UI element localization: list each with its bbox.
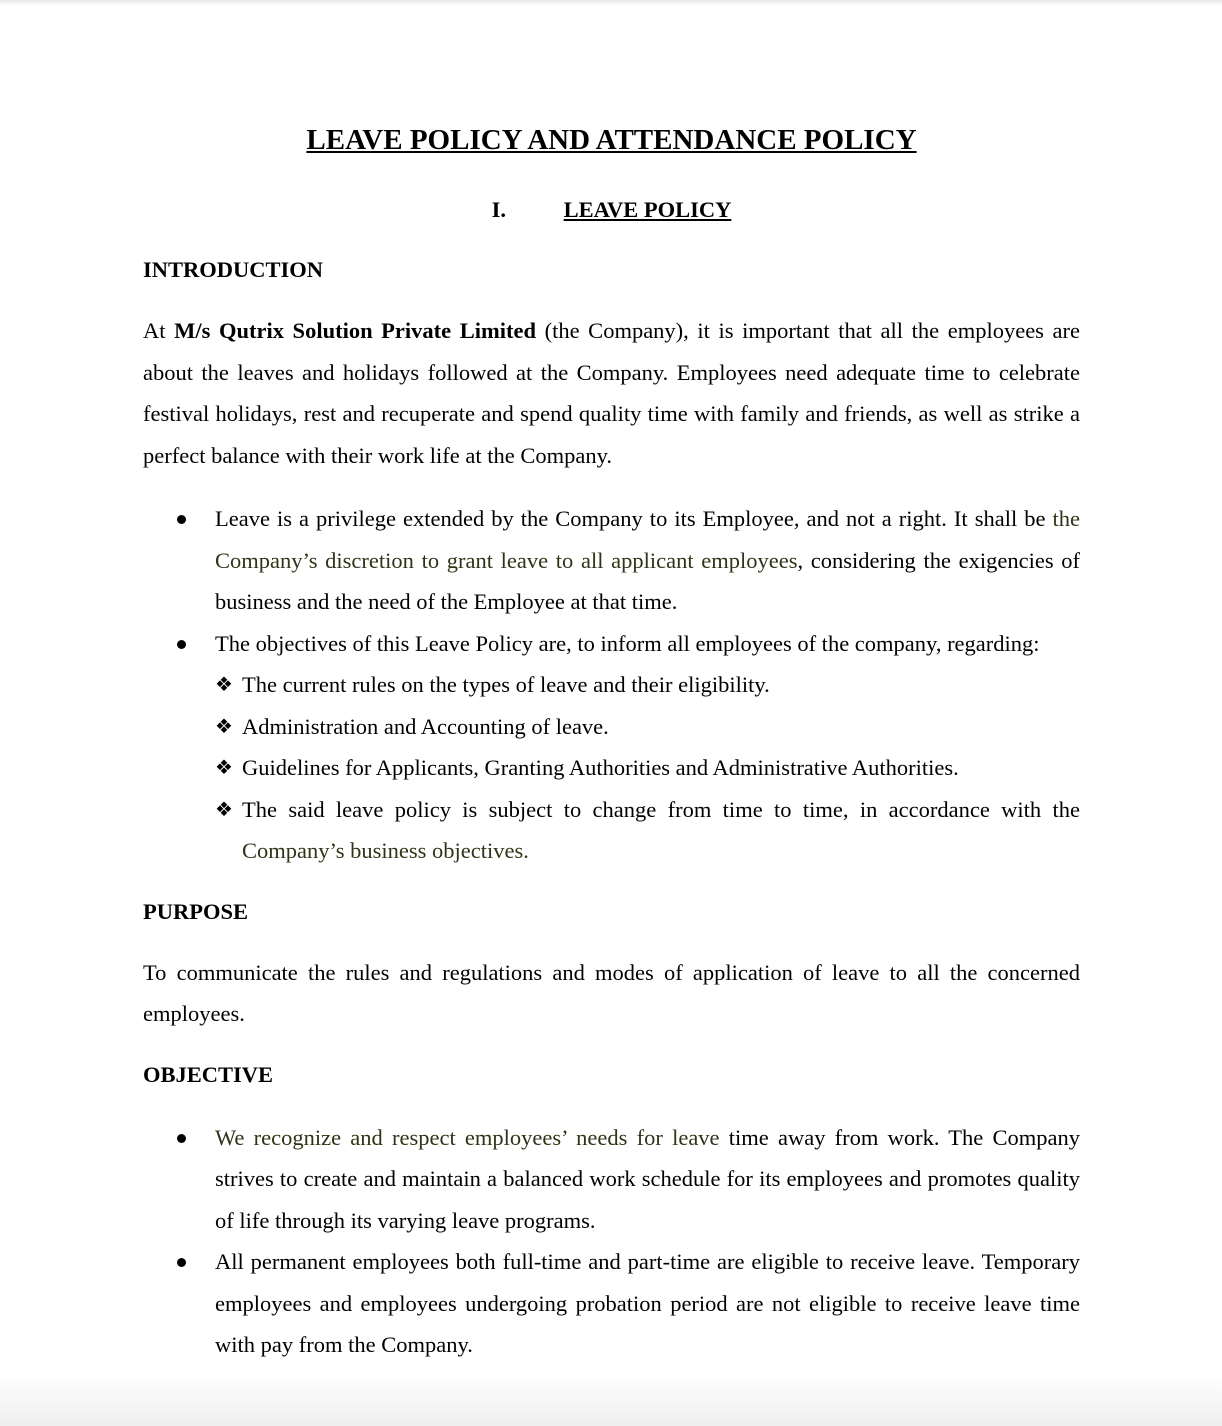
bullet-text-part: We recognize and respect employees’ needs for leave [215, 1124, 720, 1150]
page-top-shadow [0, 0, 1222, 6]
objective-heading: OBJECTIVE [143, 1061, 274, 1087]
bullet-text-part: the Company’s discretion to grant leave to all applicant employees [215, 506, 1080, 573]
section-heading [143, 190, 1080, 230]
sub-item-text: Guidelines for Applicants, Granting Authorities and Administrative Authorities. [242, 755, 959, 780]
objective-bullet-list [143, 1117, 1080, 1366]
bullet-icon [177, 515, 186, 524]
document-title: LEAVE POLICY AND ATTENDANCE POLICY [306, 124, 917, 156]
purpose-heading: PURPOSE [143, 898, 249, 924]
diamond-bullet-icon: ❖ [215, 672, 233, 696]
bullet-text: All permanent employees both full-time and part-time are eligible to receive leave. Temporary employees and employees undergoing probation period are not eligible to receive leave time with pay from the Company. [215, 1249, 1080, 1357]
diamond-bullet-icon: ❖ [215, 796, 233, 821]
intro-rest: (the Company), it is important that all the employees are about the leaves and holidays followed at the Company. Employees need adequate time to celebrate festival holidays, rest and recuperate and spend quality time with family and friends, as well as strike a perfect balance with their work life at the Company. [143, 318, 1080, 468]
company-name: M/s Qutrix Solution Private Limited [174, 318, 536, 343]
section-number: I. [491, 197, 506, 222]
sub-item-text-tail: Company’s business objectives. [242, 838, 529, 863]
list-item [143, 1241, 1080, 1366]
bullet-text: The objectives of this Leave Policy are, to inform all employees of the company, regarding: [215, 630, 1040, 656]
bullet-icon [177, 1258, 186, 1267]
list-item [143, 623, 1080, 872]
bullet-icon [177, 1134, 186, 1143]
list-item [143, 1117, 1080, 1242]
list-item [143, 498, 1080, 623]
purpose-paragraph: To communicate the rules and regulations and modes of application of leave to all the concerned employees. [143, 959, 1080, 1026]
introduction-heading: INTRODUCTION [143, 257, 324, 282]
sub-list-item [215, 789, 1080, 872]
diamond-bullet-icon: ❖ [215, 713, 233, 738]
page-bottom-shadow [0, 1374, 1222, 1426]
sub-item-text: The current rules on the types of leave and their eligibility. [242, 672, 770, 697]
introduction-bullet-list [143, 498, 1080, 872]
sub-list-item [215, 706, 1080, 748]
bullet-text-part: , considering the exigencies of business and the need of the Employee at that time. [215, 547, 1080, 614]
section-title: LEAVE POLICY [563, 197, 732, 222]
document-content [143, 120, 1080, 1366]
sub-item-text: Administration and Accounting of leave. [242, 713, 609, 739]
introduction-paragraph [143, 310, 1080, 476]
sub-list-item [215, 747, 1080, 789]
bullet-icon [177, 640, 186, 649]
objectives-sub-list [215, 664, 1080, 872]
bullet-text-part: Leave is a privilege extended by the Company to its Employee, and not a right. It shall be [215, 506, 1053, 531]
intro-prefix: At [143, 318, 175, 343]
diamond-bullet-icon: ❖ [215, 755, 233, 779]
sub-item-text: The said leave policy is subject to change from time to time, in accordance with the [242, 796, 1080, 822]
bullet-text-part: time away from work. The Company strives to create and maintain a balanced work schedule for its employees and promotes quality of life through its varying leave programs. [215, 1124, 1081, 1233]
sub-list-item [215, 664, 1080, 706]
